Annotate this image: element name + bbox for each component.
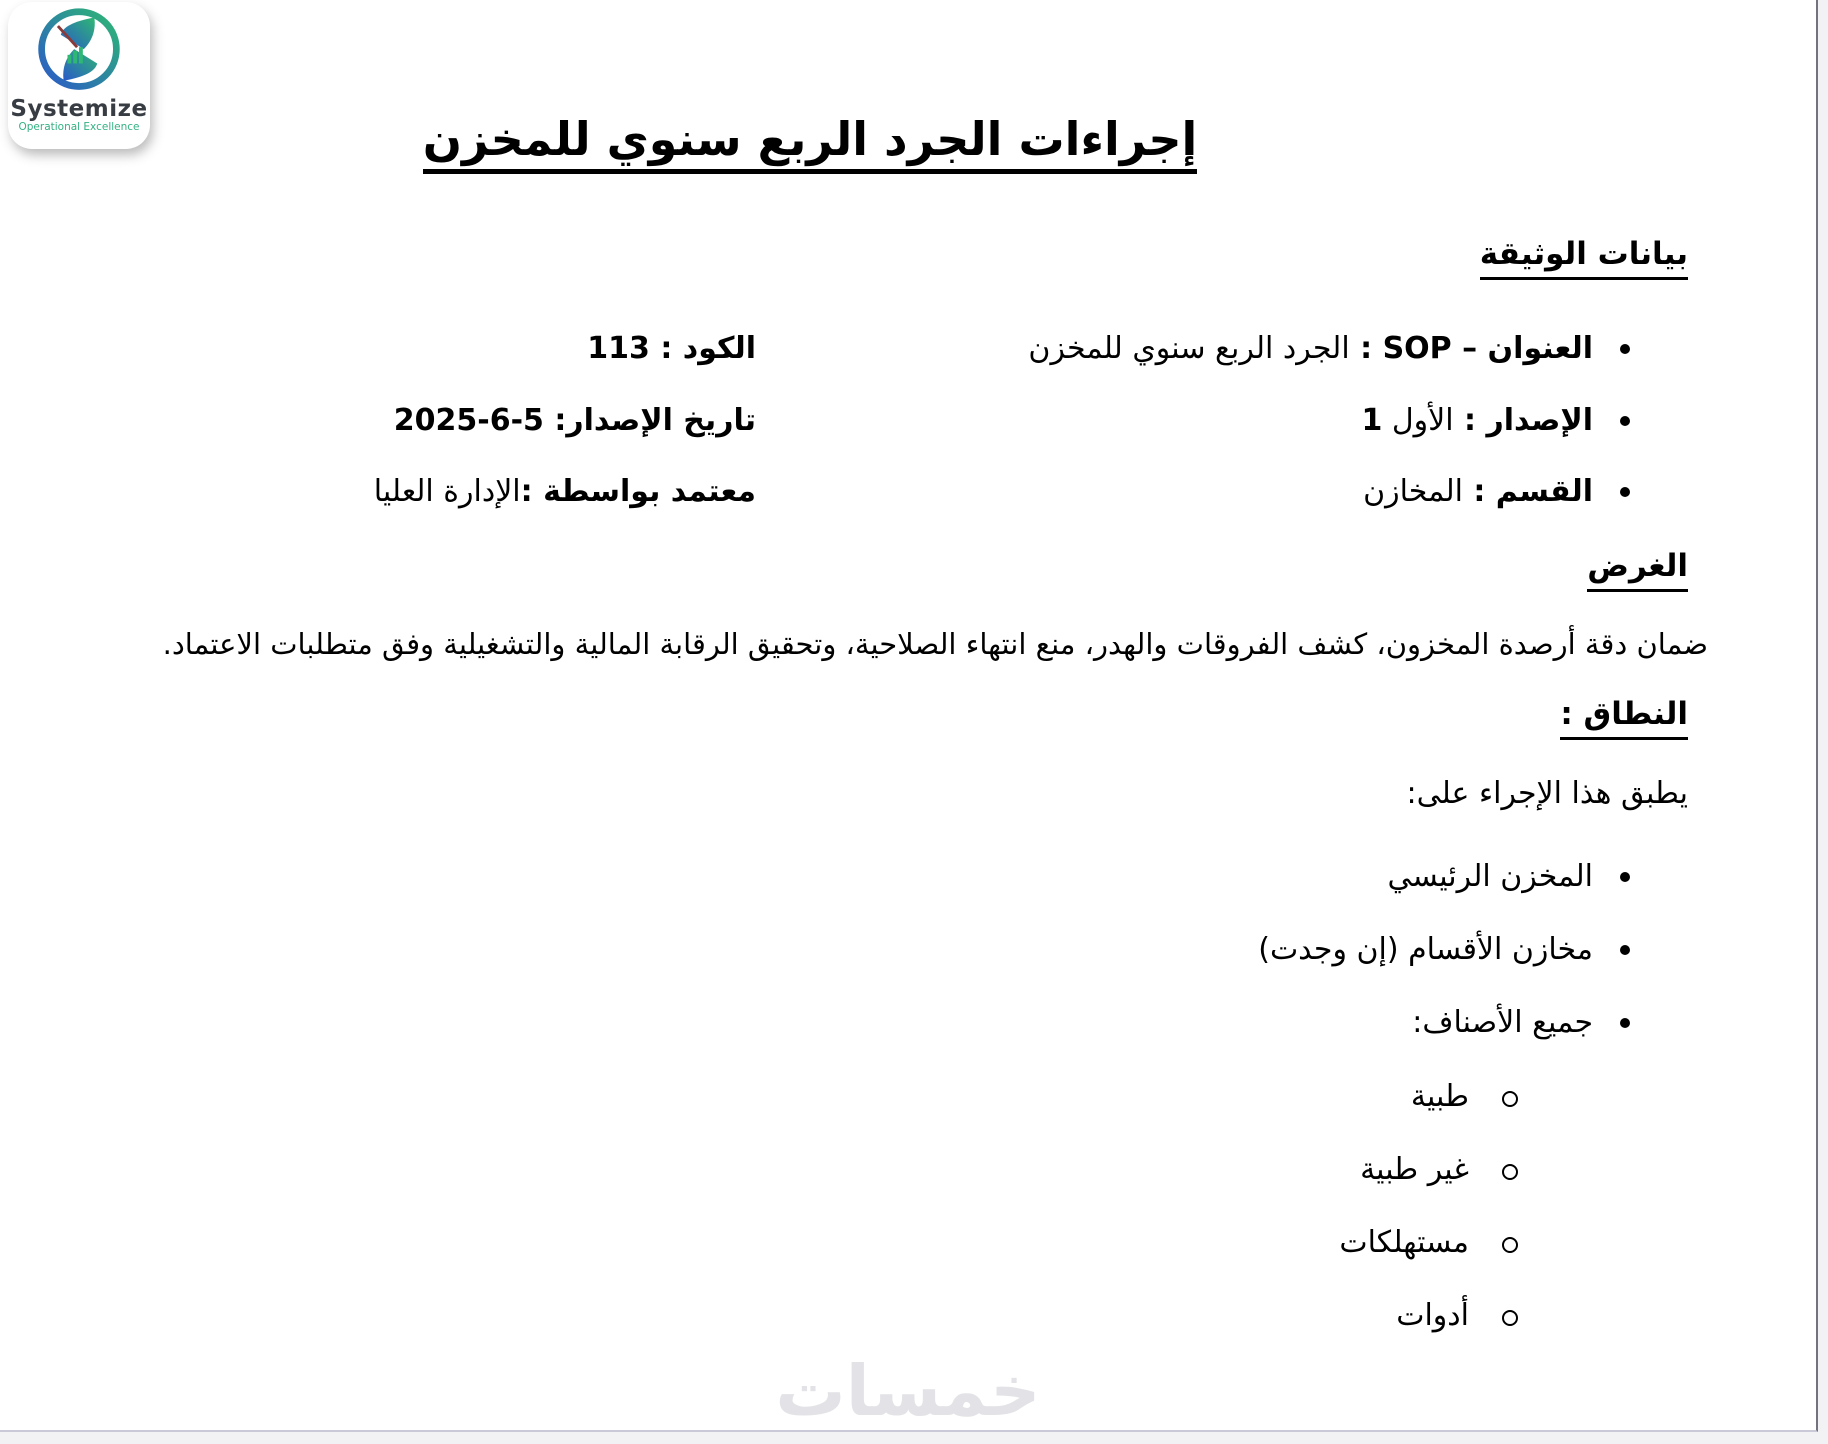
circle-bullet-icon (1502, 1237, 1518, 1253)
bullet-icon (1620, 416, 1630, 426)
doc-info-row-version (1361, 400, 1630, 442)
section-heading-scope: النطاق : (1560, 696, 1688, 740)
circle-bullet-icon (1502, 1091, 1518, 1107)
bullet-icon (1620, 872, 1630, 882)
bullet-icon (1620, 344, 1630, 354)
scope-item-all-items: جميع الأصناف: (1412, 1002, 1630, 1044)
doc-info-row-version-text: الإصدار : الأول 1 (1361, 403, 1593, 438)
bullet-icon (1620, 1018, 1630, 1028)
doc-info-row-title-text: العنوان – SOP : الجرد الربع سنوي للمخزن (1028, 331, 1593, 366)
scope-subitem-tools: أدوات (1396, 1295, 1518, 1337)
doc-info-row-title (1028, 328, 1630, 370)
doc-info-approved-by: معتمد بواسطة :الإدارة العليا (373, 474, 756, 509)
scope-subitem-consumables: مستهلكات (1339, 1222, 1518, 1264)
purpose-paragraph: ضمان دقة أرصدة المخزون، كشف الفروقات والهدر، منع انتهاء الصلاحية، وتحقيق الرقابة المالية والتشغيلية وفق متطلبات الاعتماد. (162, 627, 1708, 661)
khamsat-watermark: خمسات (775, 1350, 1041, 1432)
systemize-logo-icon (33, 5, 125, 97)
doc-info-row-department-text: القسم : المخازن (1363, 474, 1593, 509)
bullet-icon (1620, 945, 1630, 955)
logo-tagline: Operational Excellence (18, 121, 140, 133)
doc-info-code: الكود : 113 (587, 331, 756, 366)
logo-name: Systemize (10, 96, 148, 122)
section-heading-doc-info: بيانات الوثيقة (1480, 236, 1688, 280)
scope-intro: يطبق هذا الإجراء على: (1406, 776, 1688, 811)
doc-info-issue-date: تاريخ الإصدار: 2025-6-5 (393, 403, 756, 438)
circle-bullet-icon (1502, 1164, 1518, 1180)
scope-item-dept-stores: مخازن الأقسام (إن وجدت) (1258, 929, 1630, 971)
doc-info-row-department (1363, 471, 1630, 513)
circle-bullet-icon (1502, 1310, 1518, 1326)
scope-subitem-medical: طبية (1411, 1076, 1518, 1118)
section-heading-purpose: الغرض (1587, 548, 1688, 592)
bullet-icon (1620, 487, 1630, 497)
page-title: إجراءات الجرد الربع سنوي للمخزن (0, 112, 1620, 174)
scope-item-main-store: المخزن الرئيسي (1387, 856, 1630, 898)
scope-subitem-non-medical: غير طبية (1360, 1149, 1518, 1191)
